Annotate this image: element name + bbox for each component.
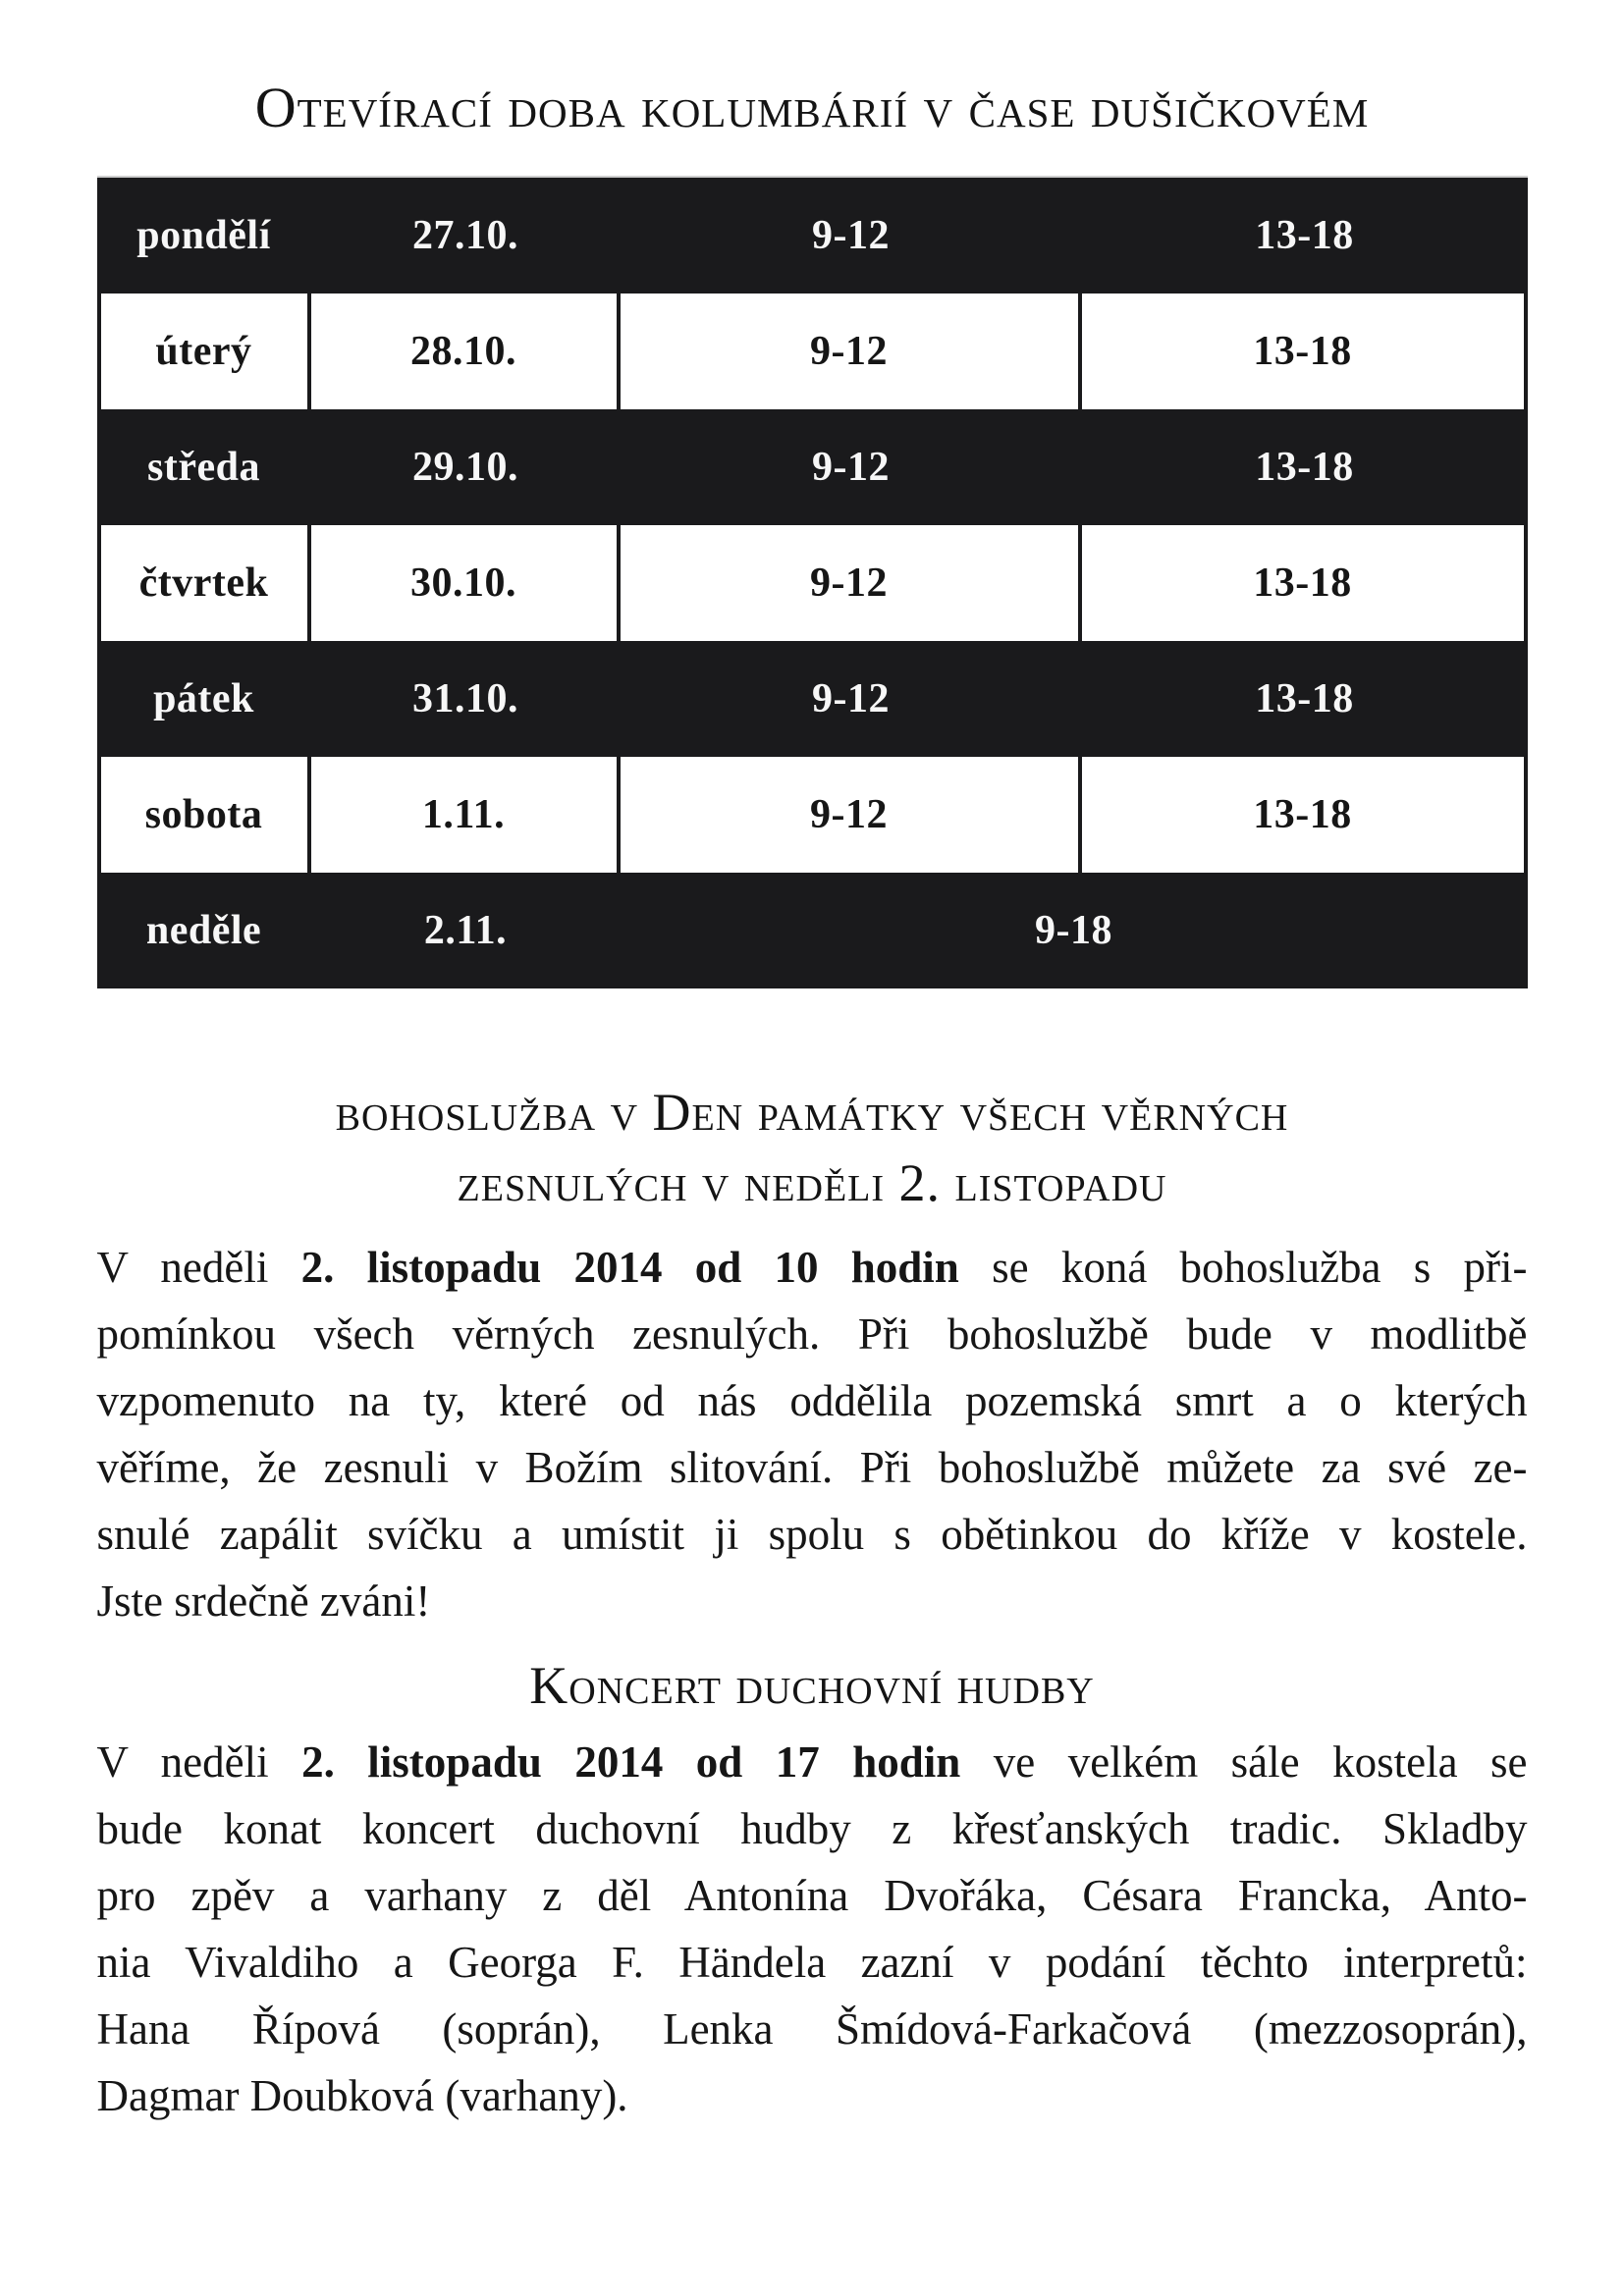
paragraph-line — [97, 1301, 1528, 1367]
morning-hours-cell: 9-12 — [812, 213, 890, 258]
text-run: pro zpěv a varhany z děl Antonína Dvořáka, Césara Francka, Anto- — [96, 1871, 1528, 1920]
text-run: vzpomenuto na ty, které od nás oddělila pozemská smrt a o kterých — [96, 1376, 1528, 1425]
date-cell: 28.10. — [311, 294, 621, 409]
text-run: věříme, že zesnuli v Božím slitování. Při bohoslužbě můžete za své ze- — [96, 1443, 1528, 1492]
text-run: pomínkou všech věrných zesnulých. Při bohoslužbě bude v modlitbě — [96, 1309, 1528, 1359]
table-row — [97, 873, 1528, 988]
text-run: V neděli — [96, 1243, 301, 1292]
morning-hours-cell: 9-12 — [621, 294, 1082, 409]
table-row — [97, 294, 1528, 409]
text-run: bude konat koncert duchovní hudby z křesťanských tradic. Skladby — [96, 1804, 1528, 1853]
text-run: snulé zapálit svíčku a umístit ji spolu s obětinkou do kříže v kostele. — [96, 1510, 1528, 1559]
day-cell: čtvrtek — [97, 525, 311, 641]
morning-hours-cell: 9-12 — [621, 525, 1082, 641]
text-run: 2. listopadu 2014 od 10 hodin — [300, 1243, 959, 1292]
text-run: nia Vivaldiho a Georga F. Händela zazní v podání těchto interpretů: — [96, 1938, 1528, 1987]
section-heading — [0, 1650, 1624, 1721]
paragraph-line — [97, 1434, 1528, 1501]
paragraph-line — [97, 1996, 1528, 2062]
opening-hours-table — [97, 176, 1528, 988]
afternoon-hours-cell: 13-18 — [1082, 757, 1528, 873]
afternoon-hours-cell: 13-18 — [1255, 445, 1354, 490]
table-row — [97, 641, 1528, 757]
date-cell: 31.10. — [412, 676, 518, 721]
paragraph-line — [97, 1729, 1528, 1795]
text-run: 2. listopadu 2014 od 17 hodin — [301, 1737, 961, 1787]
text-section — [0, 1077, 1624, 1634]
date-cell: 27.10. — [412, 213, 518, 258]
paragraph-line — [97, 1795, 1528, 1862]
table-row — [97, 525, 1528, 641]
all-day-hours-cell: 9-18 — [1035, 908, 1112, 953]
paragraph-line — [97, 1367, 1528, 1434]
section-heading-line: Koncert duchovní hudby — [529, 1656, 1095, 1715]
text-run: Jste srdečně zváni! — [96, 1576, 431, 1626]
page-title: Otevírací doba kolumbárií v čase dušičkovém — [254, 76, 1370, 139]
morning-hours-cell: 9-12 — [812, 676, 890, 721]
paragraph-line — [97, 1929, 1528, 1996]
table-row — [97, 409, 1528, 525]
afternoon-hours-cell: 13-18 — [1255, 676, 1354, 721]
morning-hours-cell: 9-12 — [812, 445, 890, 490]
paragraph-line — [97, 1501, 1528, 1568]
content-sections — [0, 1077, 1624, 2129]
paragraph-line — [97, 1234, 1528, 1301]
table-row — [97, 178, 1528, 294]
text-run: Hana Řípová (soprán), Lenka Šmídová-Farkačová (mezzosoprán), — [96, 2004, 1528, 2054]
date-cell: 30.10. — [311, 525, 621, 641]
morning-hours-cell: 9-12 — [621, 757, 1082, 873]
text-section — [0, 1650, 1624, 2129]
text-run: se koná bohoslužba s při- — [958, 1243, 1528, 1292]
paragraph — [97, 1234, 1528, 1634]
section-heading-line: bohoslužba v Den památky všech věrných — [335, 1083, 1289, 1142]
paragraph-line — [97, 1862, 1528, 1929]
table-row — [97, 757, 1528, 873]
day-cell: neděle — [145, 908, 262, 953]
day-cell: pátek — [153, 676, 254, 721]
date-cell: 29.10. — [412, 445, 518, 490]
date-cell: 2.11. — [423, 908, 508, 953]
day-cell: středa — [147, 445, 260, 490]
text-run: Dagmar Doubková (varhany). — [96, 2071, 628, 2120]
paragraph — [97, 1729, 1528, 2129]
day-cell: sobota — [97, 757, 311, 873]
section-heading — [0, 1077, 1624, 1218]
afternoon-hours-cell: 13-18 — [1255, 213, 1354, 258]
date-cell: 1.11. — [311, 757, 621, 873]
section-heading-line: zesnulých v neděli 2. listopadu — [457, 1153, 1167, 1212]
day-cell: pondělí — [136, 213, 271, 258]
day-cell: úterý — [97, 294, 311, 409]
afternoon-hours-cell: 13-18 — [1082, 294, 1528, 409]
paragraph-line — [97, 1568, 1528, 1634]
afternoon-hours-cell: 13-18 — [1082, 525, 1528, 641]
paragraph-line — [97, 2062, 1528, 2129]
text-run: V neděli — [96, 1737, 302, 1787]
text-run: ve velkém sále kostela se — [960, 1737, 1528, 1787]
